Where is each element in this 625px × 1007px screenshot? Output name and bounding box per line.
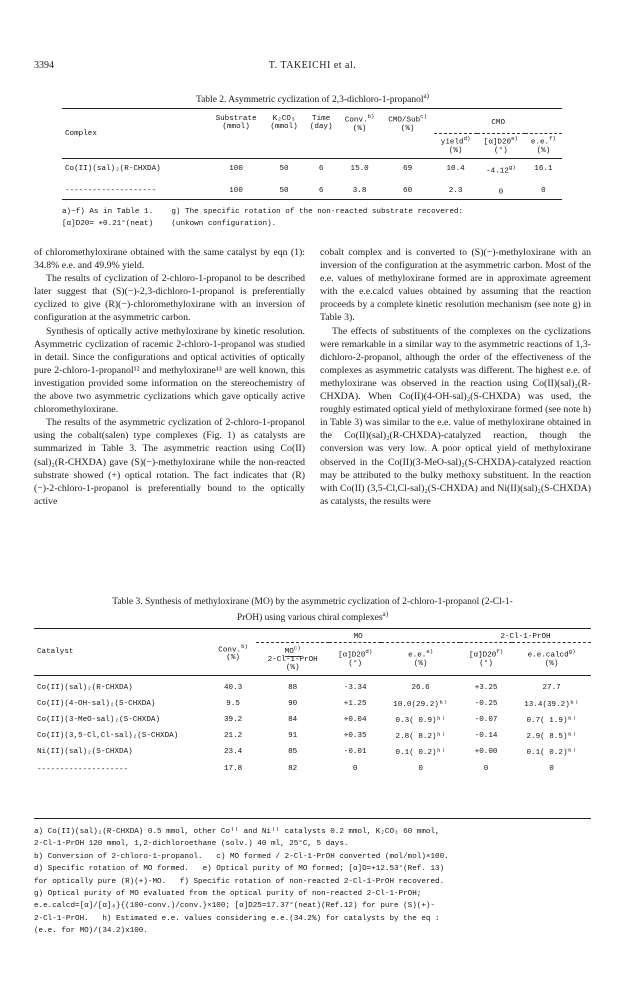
- table2-bottom-rule: [62, 199, 562, 200]
- table3-mid-rule: [34, 675, 591, 676]
- paragraph: of chloromethyloxirane obtained with the same catalyst by eqn (1): 34.8% e.e. and 49.9% yield.: [34, 247, 305, 272]
- table-row: -------------------- 100 50 6 3.8 60 2.3 0 0: [65, 186, 546, 197]
- table2-col-ee: e.e.$^{f)}$ (%): [530, 135, 556, 155]
- table-row: Co(II)(3,5-Cl,Cl-sal)₂(S-CHXDA) 21.2 91 +0.35 2.8( 8.2)ʰ⁾ -0.14 2.9( 8.5)ʰ⁾: [37, 731, 577, 741]
- table2-col-substrate: Substrate (mmol): [215, 114, 257, 131]
- table2-footnotes: a)~f) As in Table 1. g) The specific rotation of the non-reacted substrate recovered: [α]D20= +0.21°(neat) (unkown configuration).: [62, 208, 464, 229]
- table3-bottom-rule: [34, 818, 591, 819]
- table-row: Ni(II)(sal)₂(S-CHXDA) 23.4 85 -0.01 0.1( 0.2)ʰ⁾ +0.00 0.1( 0.2)ʰ⁾: [37, 747, 577, 757]
- table2-header-row: [62, 112, 562, 134]
- table2-col-rotation: [α]D20$^{e)}$ (°): [483, 135, 518, 155]
- table3-col-mo-ratio: MO$^{c)}$ 2-Cl-1-PrOH (%): [267, 644, 318, 672]
- body-column-right: [320, 246, 591, 508]
- page-number: 3394: [34, 60, 54, 71]
- table3-col-sub-rotation: [α]D20$^{f)}$ (°): [469, 648, 504, 668]
- table2-col-yield: yield$^{d)}$ (%): [440, 135, 471, 155]
- table-row: -------------------- 17.8 82 0 0 0 0: [37, 764, 554, 774]
- table-row: Co(II)(sal)₂(R-CHXDA) 40.3 88 -3.34 26.6 +3.25 27.7: [37, 683, 561, 692]
- table3-caption: Table 3. Synthesis of methyloxirane (MO) by the asymmetric cyclization of 2-chloro-1-propanol (2-Cl-1- PrOH) using various chiral complexes$^{a)}$: [112, 597, 513, 624]
- table2-mid-rule: [62, 158, 562, 159]
- table2-col-cmo-sub: CMO/Sub$^{c)}$ (%): [388, 113, 427, 133]
- table2-col-time: Time (day): [309, 114, 333, 131]
- running-title: T. TAKEICHI et al.: [268, 60, 357, 71]
- table2-col-complex: Complex: [65, 129, 97, 138]
- paragraph: cobalt complex and is converted to (S)(−)-methyloxirane with an inversion of the configuration at the asymmetric carbon. Most of the e.e. values of methyloxirane formed are in approximate agreement with the e.e.calcd values obtained by assuming that the reaction proceeds by a complete kinetic resolution mechanism (see note g) in Table 3).: [320, 247, 591, 324]
- table3: [34, 632, 591, 778]
- table2-top-rule: [62, 108, 562, 109]
- table2-col-cmo-group: CMO: [434, 112, 562, 134]
- paragraph: Synthesis of optically active methyloxirane by kinetic resolution. Asymmetric cyclization of racemic 2-chloro-1-propanol was studied in detail. Since the configurations and optical activities of optically pure 2-chloro-1-propanol¹² and methyloxirane¹³ are well known, this investigation provided some information on the stereochemistry of the above two asymmetric cyclizations which gave optically active chloromethyloxirane.: [34, 325, 305, 416]
- table-row: Co(II)(4-OH-sal)₂(S-CHXDA) 9.5 90 +1.25 10.0(29.2)ʰ⁾ -0.25 13.4(39.2)ʰ⁾: [37, 699, 579, 709]
- table3-col-mo-group: MO: [256, 632, 460, 643]
- body-column-left: [34, 246, 305, 508]
- table2: [62, 112, 562, 198]
- table3-top-rule: [34, 628, 591, 629]
- table3-col-catalyst: Catalyst: [37, 648, 74, 657]
- paragraph: The results of the asymmetric cyclization of 2-chloro-1-propanol using the cobalt(salen) type complexes (Fig. 1) as catalysts are summarized in Table 3. The asymmetric reaction using Co(II)(sal)₂(R-CHXDA) gave (S)(−)-methyloxirane while the non-reacted substrate showed (+) optical rotation. The fact indicates that (R)(−)-2-chloro-1-propanol is preferentially bound to the optically active: [34, 417, 305, 507]
- paragraph: The effects of substituents of the complexes on the cyclizations were remarkable in a similar way to the asymmetric reactions of 1,3-dichloro-2-propanol, although the order of the effectiveness of the complexes as asymmetric catalysts was different. The highest e.e. of methyloxirane was observed in the reaction using Co(II)(sal)₂(R-CHXDA). When Co(II)(4-OH-sal)₂(S-CHXDA) was used, the roughly estimated optical yield of methyloxirane formed (see note h) in Table 3) was similar to the e.e. value of methyloxirane obtained in the Co(II)(sal)₂(R-CHXDA)-catalyzed reaction, though the conversion was very low. A poor optical yield of methyloxirane observed in the Co(II)(3-MeO-sal)₂(S-CHXDA)-catalyzed reaction may be attributed to the bulky methoxy substituent. In the reaction with Co(II) (3,5-Cl,Cl-sal)₂(S-CHXDA) and Ni(II)(sal)₂(S-CHXDA) as catalysts, the results were: [320, 325, 591, 507]
- table-row: Co(II)(sal)₂(R-CHXDA) 100 50 6 15.0 69 10.4 -4.12$^{g)}$ 16.1: [65, 163, 553, 176]
- paragraph: The results of cyclization of 2-chloro-1-propanol to be described later suggest that (S)(−)-2,3-dichloro-1-propanol is preferentially cyclized to give (R)(−)-chloromethyloxirane with an inversion of configuration at the asymmetric carbon.: [34, 273, 305, 324]
- table3-col-sub-ee: e.e.calcd$^{g)}$ (%): [527, 648, 576, 668]
- table2-col-k2co3: K₂CO₃ (mmol): [270, 114, 298, 131]
- table3-group-row: [34, 632, 591, 643]
- table-row: Co(II)(3-MeO-sal)₂(S-CHXDA) 39.2 84 +0.04 0.3( 0.9)ʰ⁾ -0.07 0.7( 1.9)ʰ⁾: [37, 715, 577, 725]
- table3-col-mo-ee: e.e.$^{e)}$ (%): [408, 648, 434, 668]
- table3-col-mo-rotation: [α]D20$^{d)}$ (°): [338, 648, 373, 668]
- table2-col-conv: Conv.$^{b)}$ (%): [344, 113, 375, 133]
- page-header: [34, 60, 591, 74]
- table2-caption: Table 2. Asymmetric cyclization of 2,3-dichloro-1-propanol$^{a)}$: [195, 92, 430, 106]
- table3-col-conv: Conv.$^{b)}$ (%): [218, 642, 248, 663]
- table3-col-sub-group: 2-Cl-1-PrOH: [460, 632, 591, 643]
- table3-footnotes: a) Co(II)(sal)₂(R-CHXDA) 0.5 mmol, other Coᴵᴵ and Niᴵᴵ catalysts 0.2 mmol, K₂CO₃ 60 mmol, 2-Cl-1-PrOH 120 mmol, 1,2-dichloroethane (solv.) 40 ml, 25°C, 5 days. b) Conversion of 2-chloro-1-propanol. c) MO formed / 2-Cl-1-PrOH converted (mol/mol)×100. d) Specific rotation of MO formed. e) Optical purity of MO formed; [α]D=+12.53°(Ref. 13) for optically pure (R)(+)-MO. f) Specific rotation of non-reacted 2-Cl-1-PrOH recovered. g) Optical purity of MO evaluated from the optical purity of non-reacted 2-Cl-1-PrOH; e.e.calcd=[α]/[α]₀}{(100-conv.)/conv.}×100; [α]D25=17.37°(neat)(Ref.12) for pure (S)(+)- 2-Cl-1-PrOH. h) Estimated e.e. values considering e.e.(34.2%) for catalysts by the eq : (e.e. for MO)/(34.2)x100.: [34, 828, 449, 936]
